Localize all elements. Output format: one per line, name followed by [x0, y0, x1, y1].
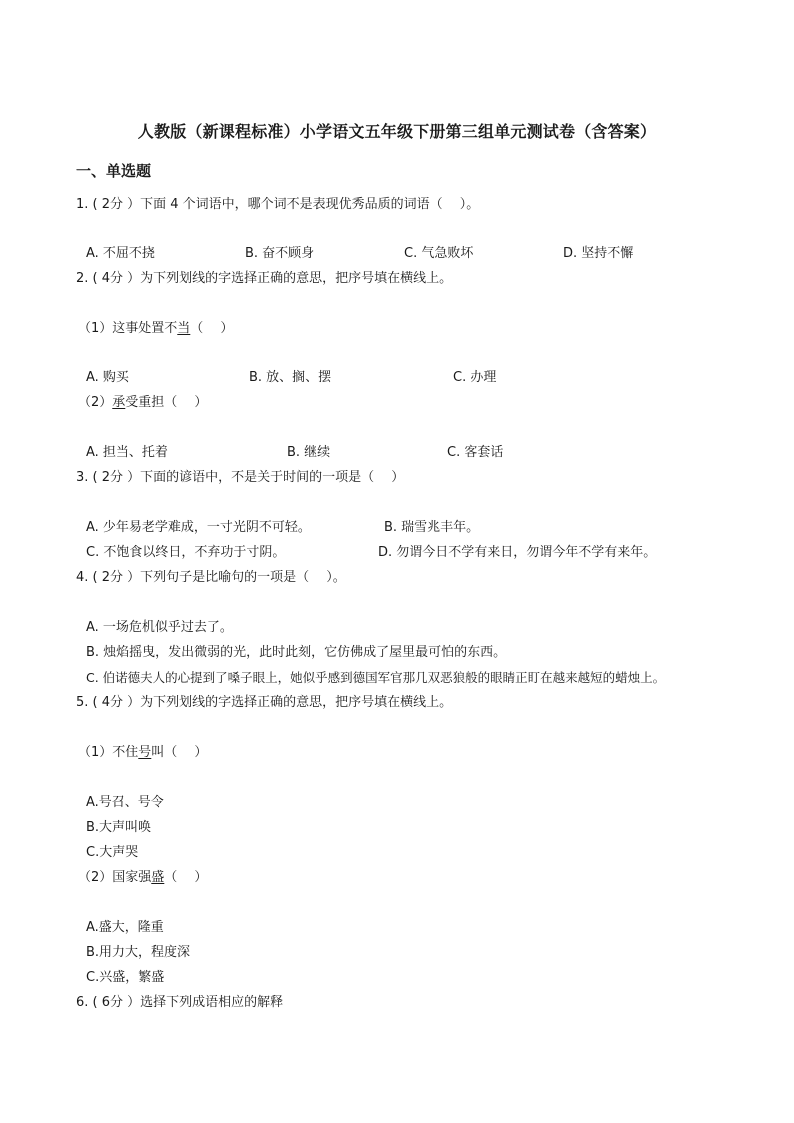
question-4-option-a: A. 一场危机似乎过去了。 [86, 620, 233, 635]
question-2-sub-1-option-b: B. 放、搁、摆 [249, 370, 332, 385]
sub-suffix: （ ） [190, 321, 234, 336]
question-5-sub-2 [78, 869, 207, 887]
question-1-option-a: A. 不屈不挠 [86, 246, 155, 261]
question-1-option-b: B. 奋不顾身 [245, 246, 315, 261]
question-2-sub-2-option-a: A. 担当、托着 [86, 445, 168, 460]
question-5-sub-1-option-c: C.大声哭 [86, 845, 139, 860]
question-4-option-c: C. 伯诺德夫人的心提到了嗓子眼上，她似乎感到德国军官那几双恶狼般的眼睛正盯在越来越短的蜡烛上。 [86, 670, 666, 685]
underlined-char: 承 [112, 395, 126, 410]
question-5-sub-2-option-b: B.用力大，程度深 [86, 945, 191, 960]
question-5-sub-1-option-b: B.大声叫唤 [86, 820, 152, 835]
question-2-sub-1 [78, 320, 233, 338]
question-5-stem: 5. ( 4分 ）为下列划线的字选择正确的意思，把序号填在横线上。 [76, 695, 453, 710]
question-2-sub-2-option-c: C. 客套话 [447, 445, 504, 460]
section-heading: 一、单选题 [76, 162, 152, 180]
question-1-stem: 1. ( 2分 ）下面 4 个词语中，哪个词不是表现优秀品质的词语（ ）。 [76, 197, 480, 212]
sub-suffix: 受重担（ ） [125, 395, 208, 410]
question-6-stem: 6. ( 6分 ）选择下列成语相应的解释 [76, 995, 284, 1010]
sub-suffix: （ ） [164, 870, 208, 885]
question-5-sub-2-option-c: C.兴盛，繁盛 [86, 970, 165, 985]
question-2-sub-1-option-a: A. 购买 [86, 370, 129, 385]
question-2-sub-2-option-b: B. 继续 [287, 445, 331, 460]
question-2-sub-1-option-c: C. 办理 [453, 370, 497, 385]
question-3-stem: 3. ( 2分 ）下面的谚语中，不是关于时间的一项是（ ） [76, 470, 405, 485]
question-3-option-b: B. 瑞雪兆丰年。 [384, 520, 480, 535]
question-5-sub-1-option-a: A.号召、号令 [86, 795, 164, 810]
underlined-char: 当 [177, 321, 191, 336]
question-3-option-c: C. 不饱食以终日，不弃功于寸阴。 [86, 545, 286, 560]
question-4-stem: 4. ( 2分 ）下列句子是比喻句的一项是（ ）。 [76, 570, 346, 585]
underlined-char: 号 [138, 745, 152, 760]
question-5-sub-1 [78, 744, 207, 762]
sub-suffix: 叫（ ） [151, 745, 208, 760]
question-3-option-d: D. 勿谓今日不学有来日，勿谓今年不学有来年。 [378, 545, 657, 560]
question-4-option-b: B. 烛焰摇曳，发出微弱的光，此时此刻，它仿佛成了屋里最可怕的东西。 [86, 645, 507, 660]
question-3-option-a: A. 少年易老学难成，一寸光阴不可轻。 [86, 520, 311, 535]
question-1-option-d: D. 坚持不懈 [563, 246, 634, 261]
sub-prefix: （2） [78, 395, 113, 410]
page-title: 人教版（新课程标准）小学语文五年级下册第三组单元测试卷（含答案） [137, 122, 657, 141]
underlined-char: 盛 [151, 870, 165, 885]
sub-prefix: （2）国家强 [78, 870, 152, 885]
question-5-sub-2-option-a: A.盛大，隆重 [86, 920, 164, 935]
question-1-option-c: C. 气急败坏 [404, 246, 474, 261]
sub-prefix: （1）不住 [78, 745, 139, 760]
sub-prefix: （1）这事处置不 [78, 321, 178, 336]
question-2-sub-2 [78, 394, 207, 412]
question-2-stem: 2. ( 4分 ）为下列划线的字选择正确的意思，把序号填在横线上。 [76, 271, 453, 286]
